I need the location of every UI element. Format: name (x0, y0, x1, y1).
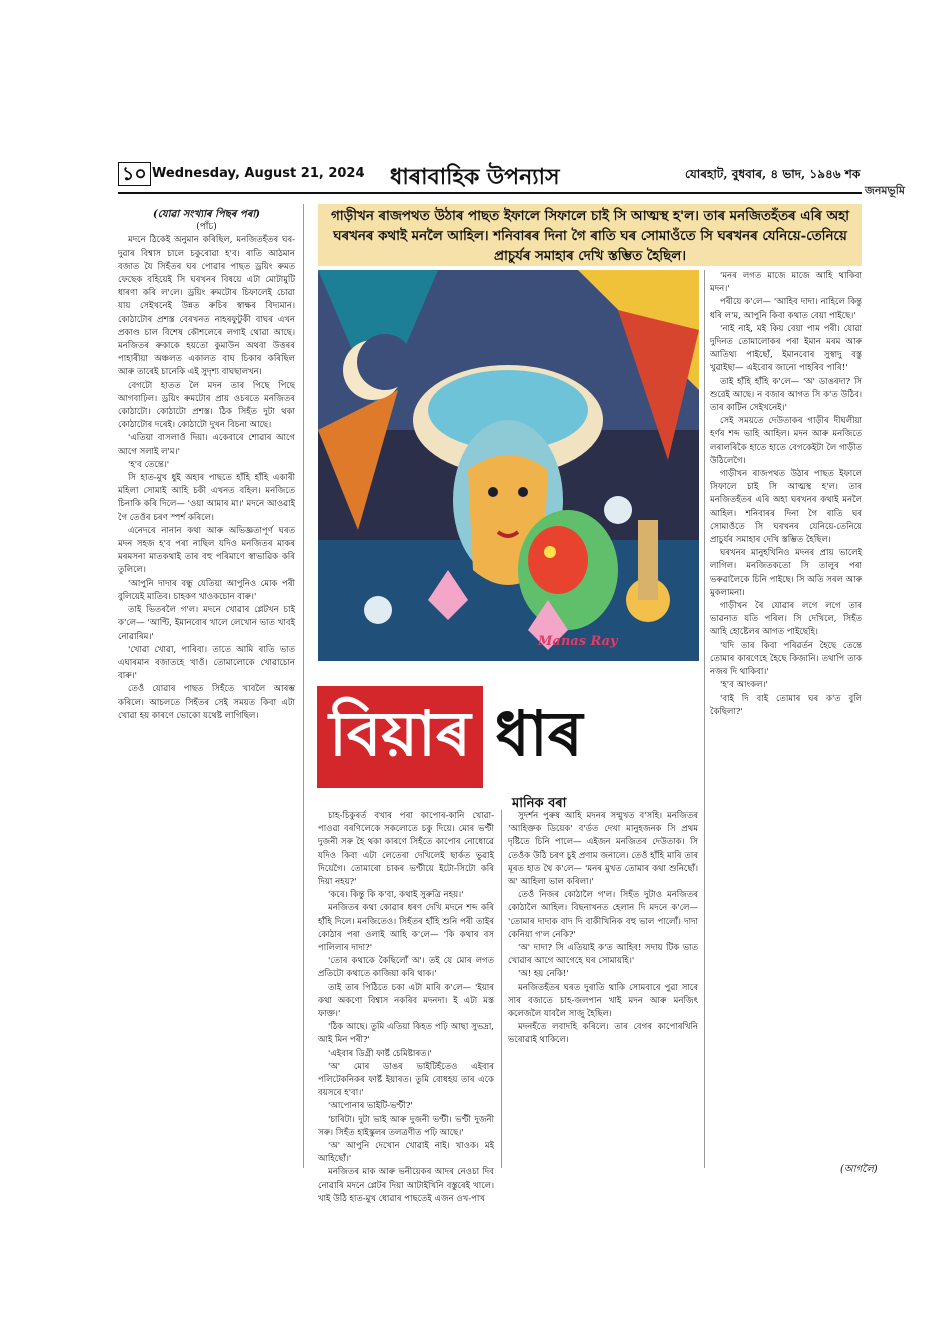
paragraph: 'আপুনি দাদাৰ বন্ধু যেতিয়া আপুনিও মোক পৰী বুলিয়েই মাতিব। চাহকণ খাওকচোন বাৰু।' (118, 578, 295, 602)
paragraph: 'অ' আপুনি দেখোন খোৱাই নাই। খাওক। মই আহিছোঁ।' (318, 1141, 494, 1165)
paragraph: 'কৰে। কিন্তু কি ক'বা, কথাই সুৰুত্ৰি নহয়।' (328, 890, 464, 901)
paragraph: চাহ-চিকুৰৰ্ত বখাৰ পৰা কাপোৰ-কানি খোৱা-পাওৱা বৰণিলেকে সকলোতে চকু দিয়ে। মোৰ ভণ্টী দুজনী সৰু হৈ থকা কাৰণে সিহঁতে কাপোৰ নোধোৱে যদিও কিবা এটা লেতেৰা দেখিলেই ছাৰ্কত ভুৱাই দিয়েগৈ। তোমাৰো চাকৰ ভণ্টীয়ে ইটো-সিটো কৰি দিয়া নহয়?' (318, 811, 494, 888)
paragraph: তেওঁ নিজৰ কোঠালৈ গ'ল। সিহঁত দুটাও মনজিতৰ কোঠালৈ আহিল। বিছনাখনত হেলান দি মদনে ক'লে— 'তোমাৰ দাদাক বাদ দি বাকীখিনিক বহু ভাল পালোঁ। দাদা কেনিয়া গ'ল নেকি?' (508, 890, 698, 940)
paragraph: সেই সময়তে দেউতাকৰ গাড়ীৰ দীঘলীয়া হৰ্ণৰ শব্দ ভাহি আহিল। মদন আৰু মনজিতে লৰালৰিকৈ হাতে হাতে বেগকেইটা লৈ গাড়ীত উঠিলেগৈ। (710, 416, 862, 466)
paragraph: গাড়ীখন ৰৈ যোৱাৰ লগে লগে তাৰ ভাৱনাত যতি পৰিল। সি দেখিলে, সিহঁত আহি হোষ্টেলৰ আগত পাইছেহি। (710, 601, 862, 638)
paragraph: 'অ! হয় নেকি!' (518, 969, 569, 980)
continued-note: (আগলৈ) (840, 1164, 878, 1175)
illustration-painting (318, 270, 699, 661)
paragraph: মদনহঁতে লবাদহি কৰিলে। তাৰ বেগৰ কাপোৰখিনি ভৰোৱাই থাকিলে। (508, 1022, 698, 1046)
paragraph: মনজিতৰ কথা কোৱাৰ ধৰণ দেখি মদনে শব্দ কৰি হাঁহি দিলে। মনজিতেও। সিহঁতৰ হাঁহি শুনি পৰী তাইৰ কোঠাৰ পৰা ওলাই আহি ক'লে— 'কি কথাৰ বস পালিলাৰ দাদা?' (318, 903, 494, 954)
column-3 (508, 810, 698, 1168)
paragraph: বেগটো হাতত লৈ মদন তাৰ পিছে পিছে আগবাঢ়িল। ড্ৰয়িং ৰুমটোৰ প্ৰায় ওচৰতে মনজিতৰ কোঠাটো। কোঠাটো প্ৰশস্ত। ঠিক সিহঁত দুটা থকা কোঠাটোৰ দৰেই। কোঠাটো দুখন বিচনা আছে। (118, 380, 295, 431)
author-byline: মানিক বৰা (512, 796, 567, 811)
paragraph: গাড়ীখন ৰাজপথত উঠাৰ পাছত ইফালে সিফালে চাই সি আত্মস্থ হ'ল। তাৰ মনজিতহঁতৰ এৰি অহা ঘৰখনৰ কথাই মনলৈ আহিল। শনিবাৰৰ দিনা গৈ ৰাতি ঘৰ সোমাওঁতে সি ঘৰখনৰ যেনিয়ে-তেনিয়ে প্ৰাচুৰ্যৰ সমাহাৰ দেখি স্তম্ভিত হৈছিল। (710, 469, 862, 546)
paragraph: মদনে ঠিকেই অনুমান কৰিছিল, মনজিতহঁতৰ ঘৰ-দুৱাৰ বিশ্বাস চালে চকুৰোৱা হ'ব। ৰাতি আঠমান বজাত যৈ সিহঁতৰ ঘৰ পোৱাৰ পাছত ড্ৰয়িং ৰুমত ফেছেক বহিয়েই সি ঘৰখনৰ বিষয়ে এটা মোটামুটি ধাৰণা কৰি ল'লে। ড্ৰয়িং ৰুমটোৰ চিফালেই চোৱা যায় সেইখনেই উন্নত ৰুচিৰ স্বাক্ষৰ বিদ্যমান। কোঠাটোৰ প্ৰশস্ত বেৰখনত নাহৰফুটুকী বাঘৰ এখন প্ৰকাণ্ড চাল বিশেষ কৌশলেৰে লগাই থোৱা আছে। মনজিতৰ ৰুকাকে হয়তো কুমাউন অথবা উত্তৰৰ পাহাৰীয়া অঞ্চলত একালত বাঘ চিকাৰ কৰিছিল আৰু তাৰেই চানেকি এই সুদৃশ্য বাঘছালখন। (118, 235, 295, 378)
paragraph: 'খোৱা খোৱা, পাৰিবা। তাতে আমি ৰাতি ভাত এঘাৰমান বজাতহে খাওঁ। তোমালোকে খোৱাচোন বাৰু।' (118, 644, 295, 682)
paragraph: পৰীয়ে ক'লে— 'আহিব দাদা। নাহিলে কিন্তু ধৰি ল'ম, আপুনি কিবা কথাত বেয়া পাইছে।' (710, 297, 862, 321)
paragraph: তাই তাৰ পিঠিতে চকা এটা মাৰি ক'লে— 'ইয়াৰ কথা অকণো বিশ্বাস নকৰিব মদনদা। ই এটা মস্ত ফাক্ত।' (318, 982, 494, 1020)
chapter-number: (পাঁচ) (196, 222, 217, 233)
paragraph: সি হাত-মুখ ধুই অহাৰ পাছতে হাঁহি হাঁহি একাৰী মহিলা সোমাই আহি চকী এখনত বহিল। মনজিতে চিনাকি কৰি দিলে— 'ওয়া আমাৰ মা।' মদনে আওৱাই গৈ তেওঁৰ চৰণ স্পৰ্শ কৰিলে। (118, 473, 295, 523)
continued-kicker: (যোৱা সংখ্যাৰ পিছৰ পৰা) (153, 209, 260, 220)
column-divider (704, 270, 705, 1168)
paragraph: এনেদৰে নানান কথা আৰু অভিজ্ঞতাপূৰ্ণ ঘৰত মদন সহজ হ'ব পৰা নাছিল যদিও মনজিতৰ মাকৰ মৰমসনা মাতকথাই তাৰ বহু পৰিমাণে স্বাভাৱিক কৰি তুলিলে। (118, 525, 295, 576)
title-word-2: ধাৰ (495, 697, 583, 770)
paragraph: 'হ'ব তেন্তে।' (128, 459, 170, 470)
paragraph: তাই ভিতৰলৈ গ'ল। মদনে খোৱাৰ প্লেটখন চাই ক'লে— 'আণ্টি, ইমানবোৰ খালে লেখোন ভাত খাবই নোৱাৰিম।' (118, 605, 295, 642)
lead-highlight-box: গাড়ীখন ৰাজপথত উঠাৰ পাছত ইফালে সিফালে চাই সি আত্মস্থ হ'ল। তাৰ মনজিতহঁতৰ এৰি অহা ঘৰখনৰ কথাই মনলৈ আহিল। শনিবাৰৰ দিনা গৈ ৰাতি ঘৰ সোমাওঁতে সি ঘৰখনৰ যেনিয়ে-তেনিয়ে প্ৰাচুৰ্যৰ সমাহাৰ দেখি স্তম্ভিত হৈছিল। (318, 204, 862, 266)
paragraph: ঘৰখনৰ মানুহখিনিও মদনৰ প্ৰায় ভালেই লাগিল। মনজিতকতো সি তালুৰ পৰা ভৰুৱালৈকে চিনি পাইছে। সি অতি সৰল আৰু মুকলামনা। (710, 548, 862, 598)
paragraph: 'বাই দি বাই তোমাৰ ঘৰ ক'ত বুলি কৈছিলা?' (710, 693, 862, 717)
section-title: ধাৰাবাহিক উপন্যাস (390, 164, 560, 190)
page-number: ১০ (118, 162, 151, 186)
paragraph: তাই হাঁহি হাঁহি ক'লে— 'অ' ডাঙৰদা? সি শুরেই আছে। ন বজাৰ আগত সি ক'ত উঠিব। তাৰ কাটিন সেইখনেই।' (710, 376, 862, 414)
column-divider (501, 810, 502, 1168)
paragraph: 'এইবাৰ ডিগ্ৰী ফাৰ্ষ্ট চেমিষ্টাৰত।' (328, 1048, 432, 1059)
painter-signature: Manas Ray (538, 634, 618, 649)
paragraph: তেওঁ যোৱাৰ পাছত সিহঁতে খাবলৈ আৰম্ভ কৰিলে। আচলতে সিহঁতৰ সেই সময়ত কিবা এটা খোৱা হয় কাৰণে ভোকো যথেষ্ট লাগিছিল। (118, 684, 295, 721)
paragraph: 'চাৰিটা। দুটা ভাই আৰু দুজনী ভণ্টী। ভণ্টী দুজনী সৰু। সিহঁত হাইস্কুলৰ তলত্ৰণীত পঢ়ি আছে।' (318, 1114, 494, 1138)
paragraph: 'অ' দাদা? সি এতিয়াই ক'ত আহিব! সদায় টিক ভাত খোৱাৰ আগে আগেহে ঘৰ সোমায়হি।' (508, 943, 698, 967)
column-4 (710, 270, 862, 1158)
paragraph: 'যদি তাৰ কিবা পৰিৱৰ্তন হৈছে তেন্তে তোমাৰ কাৰণেহে হৈছে কিজানি। তথাপি তাক নজৰ দি থাকিবা।' (710, 640, 862, 678)
paragraph: 'মনৰ লগত মাজে মাজে আহি থাকিবা মদন।' (710, 271, 862, 295)
paragraph: 'অ' মোৰ ডাঙৰ ভাইটিহঁতেও এইবাৰ পলিটেকনিকৰ ফাৰ্ষ্ট ইয়াৰত। তুমি বোধহয় তাৰ একে বয়সৰে হ'বা।' (318, 1061, 494, 1099)
newspaper-logo: জনমভূমি (865, 184, 905, 197)
paragraph: 'তোৰ কথাকে কৈছিলোঁ অ'। তই যে মোৰ লগত প্ৰতিটো কথাতে কাজিয়া কৰি থাক।' (318, 956, 494, 980)
paragraph: 'ঠিক আছে। তুমি এতিয়া কিহত পঢ়ি আছা সুভদ্ৰা, আই মিন পৰী?' (318, 1022, 494, 1046)
title-word-1: বিয়াৰ (329, 697, 471, 770)
paragraph: 'আপোনাৰ ভাইটি-ভণ্টী?' (328, 1101, 413, 1112)
column-divider (303, 204, 304, 1168)
paragraph: 'এতিয়া বাসলাওঁ দিয়া। একেবাৰে শোৱাৰ আগে আগে সলাই ল'ম।' (118, 433, 295, 457)
paragraph: মনজিতহঁতৰ ঘৰত দুৰাতি থাকি সোমবাৰে পুৱা সাৰে সাৰ বজাতে চাহ-জলপান খাই মদন আৰু মনজিৎ কলেজলৈ যাবলৈ সাজু হৈছিল। (508, 982, 698, 1020)
column-1 (118, 208, 295, 1168)
paragraph: 'নাই নাই, মই কিয় বেয়া পাম পৰী। যোৱা দুদিনত তোমালোকৰ পৰা ইমান মৰম আৰু আতিথ্য পাইছোঁ, ইমানবোৰ সুস্বাদু বস্তু খুৱাইছা— এইবোৰ জানো পাহৰিব পাৰি!' (710, 323, 862, 374)
header-date-local: যোৰহাট, বুধবাৰ, ৪ ভাদ, ১৯৪৬ শক (685, 167, 861, 181)
paragraph: সুদৰ্শন পুৰুষ আহি মদনৰ সন্মুখত ব'সহি। মনজিতৰ 'আহিক্তক ডিয়েক' ব'ৰ্ডত দেখা মানুহজনক সি প্ৰথম দৃষ্টিতে চিনি পালে— এইজন মনজিতৰ দেউতাক। সি তেওঁক উঠি চৰণ চুই প্ৰণাম জনালে। তেওঁ হাঁহি মাৰি তাৰ মূৰত হাত থৈ ক'লে— 'মনৰ মুখত তোমাৰ কথা শুনিছোঁ। অ' আহিলা ভাল কৰিলা।' (508, 811, 698, 888)
paragraph: মনজিতৰ মাক আৰু ভনীয়েকৰ আদৰ নেওচা দিব নোৱাৰি মদনে প্লেটৰ দিয়া আটাইখিনি বস্তুৰেই খালে। খাই উঠি হাত-মুখ ধোৱাৰ পাছতেই এজন ওখ-পাখ (318, 1167, 494, 1204)
header-rule (118, 192, 862, 194)
paragraph: 'হ'ব আংকল।' (720, 680, 768, 691)
header-date-english: Wednesday, August 21, 2024 (152, 166, 365, 181)
column-2 (318, 810, 494, 1204)
